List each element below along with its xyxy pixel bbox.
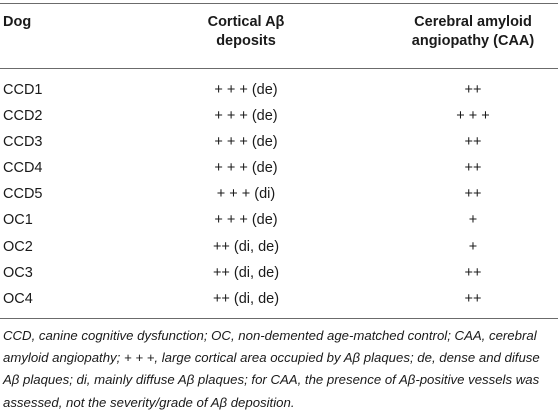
table-row [0, 155, 558, 181]
cell-caa: ++ [464, 160, 482, 177]
table-body [0, 69, 558, 312]
table-row [0, 207, 558, 233]
cell-dog: CCD1 [3, 82, 43, 98]
cell-dog: OC2 [3, 238, 33, 255]
header-caa: Cerebral amyloid angiopathy (CAA) [411, 14, 535, 49]
bottom-rule [0, 318, 558, 319]
cell-deposits: ++ (di, de) [212, 264, 280, 281]
table-row [0, 286, 558, 312]
cell-deposits: ++ (di, de) [212, 290, 280, 307]
cell-dog: OC3 [3, 264, 33, 281]
cell-caa: + [468, 238, 478, 255]
table-header [0, 4, 558, 68]
table-row [0, 234, 558, 260]
cell-dog: CCD5 [3, 186, 43, 203]
cell-caa: ++ [464, 186, 482, 203]
table-footnote: CCD, canine cognitive dysfunction; OC, non-demented age-matched control; CAA, cerebral amyloid angiopathy; + + +, large cortical area occupied by Aβ plaques; de, dense and difuse Aβ plaques; di, mainly diffuse Aβ plaques; for CAA, the presence of Aβ-positive vessels was assessed, not the severity/grade of Aβ deposition. [3, 328, 540, 410]
cell-dog: CCD4 [3, 160, 43, 177]
cell-caa: + [468, 212, 478, 229]
cell-deposits: + + + (de) [214, 160, 278, 177]
table-row [0, 77, 558, 103]
cell-caa: ++ [464, 134, 482, 151]
cell-dog: CCD3 [3, 134, 43, 151]
header-dog: Dog [3, 14, 32, 30]
cell-deposits: + + + (de) [214, 134, 278, 151]
cell-caa: + + + [456, 108, 490, 125]
table-row [0, 129, 558, 155]
table-row [0, 260, 558, 286]
cell-deposits: ++ (di, de) [212, 238, 280, 255]
cell-caa: ++ [464, 82, 482, 98]
cell-dog: OC4 [3, 290, 33, 307]
cell-deposits: + + + (di) [216, 186, 276, 203]
cell-dog: OC1 [3, 212, 33, 229]
table-row [0, 103, 558, 129]
table-row [0, 181, 558, 207]
cell-deposits: + + + (de) [214, 82, 278, 98]
cell-dog: CCD2 [3, 108, 43, 125]
cell-caa: ++ [464, 264, 482, 281]
cell-deposits: + + + (de) [214, 212, 278, 229]
cell-caa: ++ [464, 290, 482, 307]
cell-deposits: + + + (de) [214, 108, 278, 125]
header-cortical-deposits: Cortical Aβ deposits [207, 14, 285, 49]
